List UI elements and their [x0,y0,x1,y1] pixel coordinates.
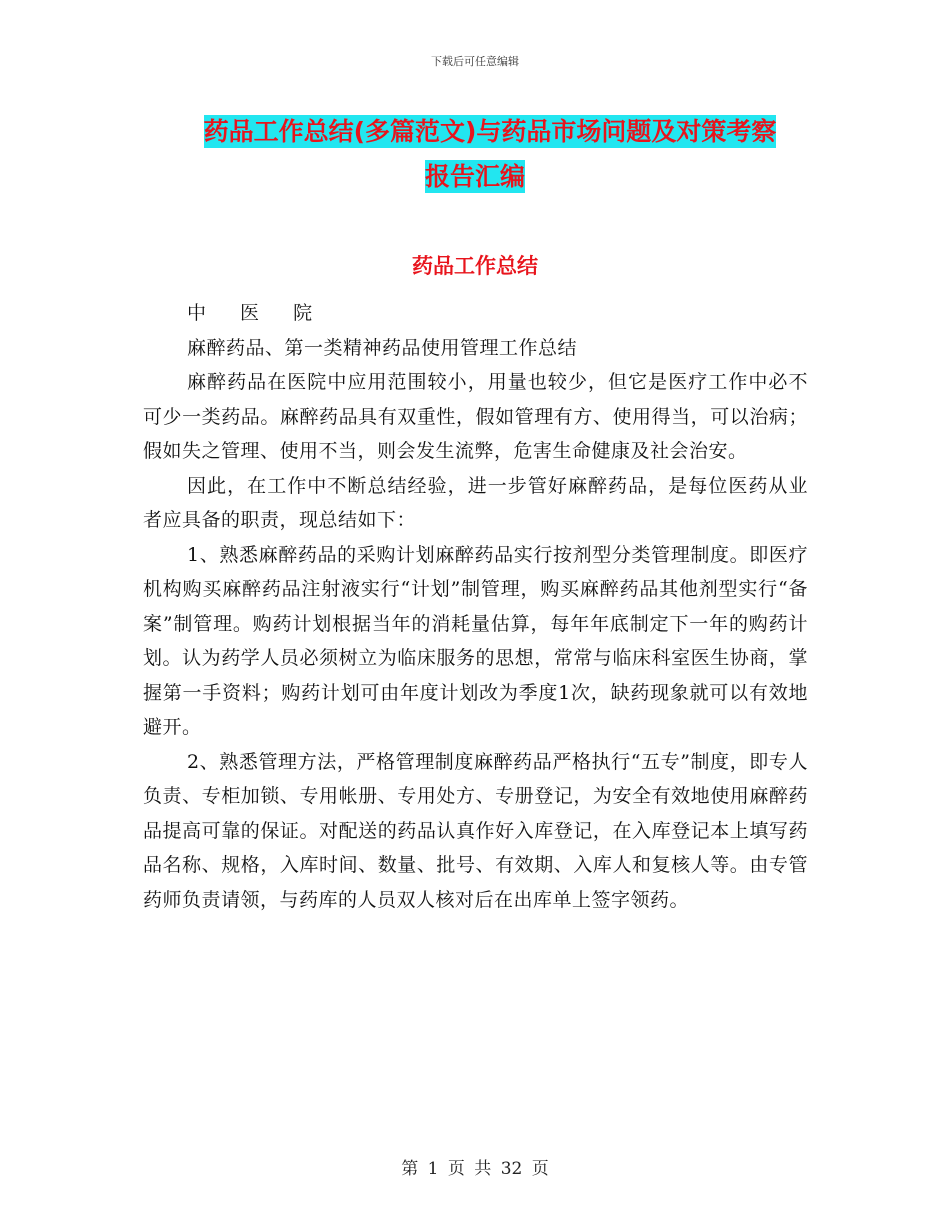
document-title-line-1 [0,112,950,148]
body-paragraph: 麻醉药品在医院中应用范围较小，用量也较少，但它是医疗工作中必不可少一类药品。麻醉药品具有双重性，假如管理有方、使用得当，可以治病；假如失之管理、使用不当，则会发生流弊，危害生命健康及社会治安。 [143,371,808,462]
document-title-line-2 [0,157,950,193]
hospital-name: 中 医 院 [187,302,327,324]
body-content [143,296,808,917]
body-paragraph: 因此，在工作中不断总结经验，进一步管好麻醉药品，是每位医药从业者应具备的职责，现总结如下： [143,474,808,531]
document-title-text-1: 药品工作总结(多篇范文)与药品市场问题及对策考察 [203,117,777,146]
page-number-footer: 第 1 页 共 32 页 [401,1159,549,1179]
report-subtitle: 麻醉药品、第一类精神药品使用管理工作总结 [187,336,578,359]
document-title-text-2: 报告汇编 [424,162,525,191]
section-heading: 药品工作总结 [412,254,538,278]
body-paragraph: 2、熟悉管理方法，严格管理制度麻醉药品严格执行“五专”制度，即专人负责、专柜加锁、专用帐册、专用处方、专册登记，为安全有效地使用麻醉药品提高可靠的保证。对配送的药品认真作好入库登记，在入库登记本上填写药品名称、规格，入库时间、数量、批号、有效期、入库人和复核人等。由专管药师负责请领，与药库的人员双人核对后在出库单上签字领药。 [143,750,808,911]
body-paragraph: 1、熟悉麻醉药品的采购计划麻醉药品实行按剂型分类管理制度。即医疗机构购买麻醉药品注射液实行“计划”制管理，购买麻醉药品其他剂型实行“备案”制管理。购药计划根据当年的消耗量估算，每年年底制定下一年的购药计划。认为药学人员必须树立为临床服务的思想，常常与临床科室医生协商，掌握第一手资料；购药计划可由年度计划改为季度1次，缺药现象就可以有效地避开。 [143,543,808,738]
header-note: 下载后可任意编辑 [431,55,519,68]
